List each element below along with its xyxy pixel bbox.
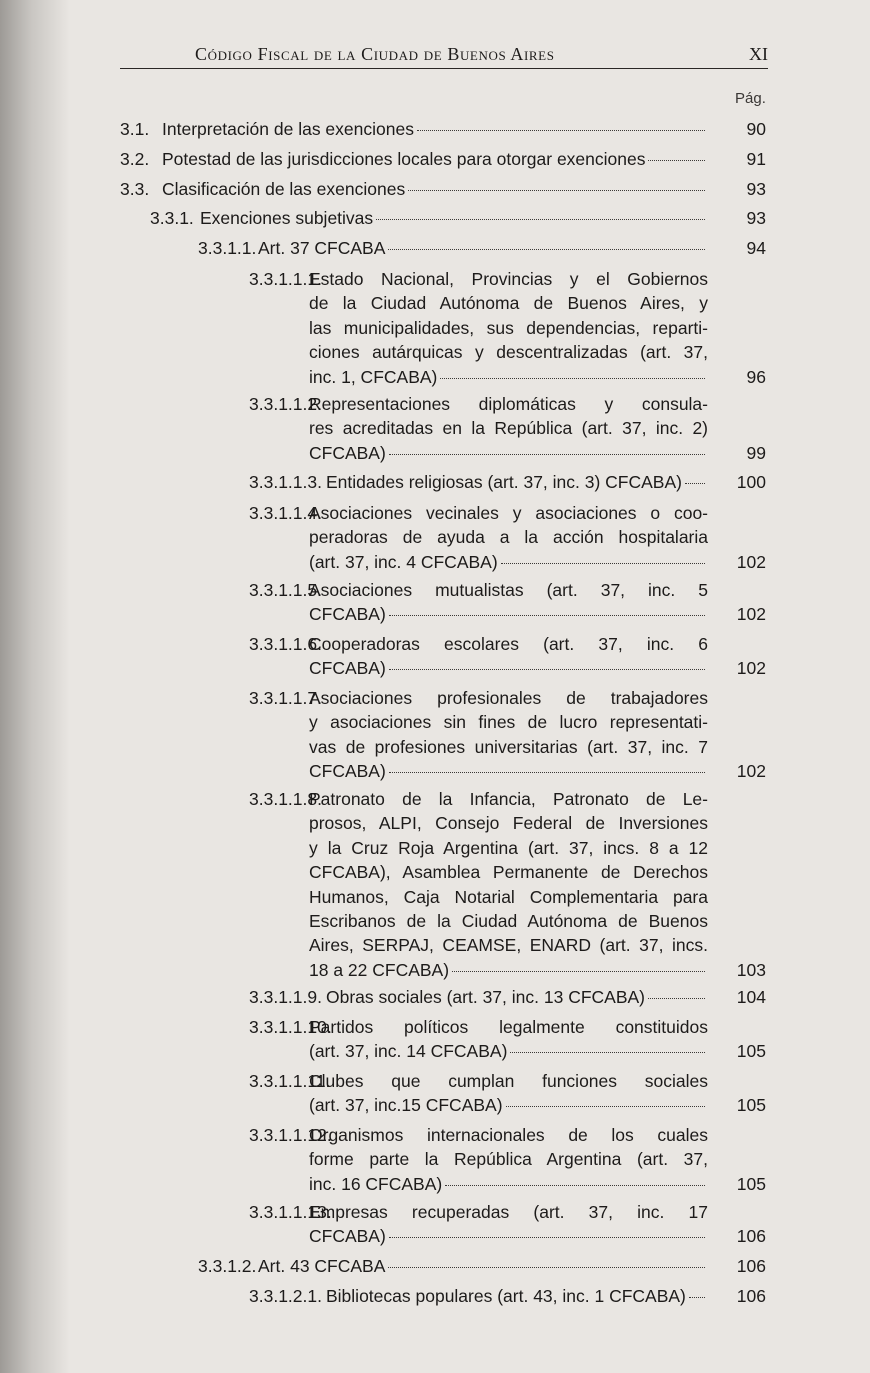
page-column-label: Pág. xyxy=(735,90,766,107)
toc-entry-title-line: CFCABA) xyxy=(309,761,386,782)
dot-leader xyxy=(389,669,705,670)
toc-entry-title-line: inc. 16 CFCABA) xyxy=(309,1173,443,1194)
toc-entry-title-line: Partidos políticos legalmente constituidos xyxy=(309,1017,708,1037)
toc-page-number: 94 xyxy=(746,238,766,258)
toc-entry-title-line: Clasificación de las exenciones xyxy=(162,179,406,199)
toc-entry-title-line: Obras sociales (art. 37, inc. 13 CFCABA) xyxy=(326,987,645,1007)
toc-entry-number: 3.3.1. xyxy=(150,208,194,228)
toc-entry-number: 3.1. xyxy=(120,119,150,139)
toc-page-number: 102 xyxy=(736,658,766,679)
toc-entry-title-line: Exenciones subjetivas xyxy=(200,208,374,228)
toc-page-number: 102 xyxy=(736,604,766,625)
toc-page-number: 102 xyxy=(736,551,766,572)
toc-entry-title-line: Cooperadoras escolares (art. 37, inc. 6 xyxy=(309,634,708,654)
toc-entry-title-line: Escribanos de la Ciudad Autónoma de Buenos xyxy=(309,911,708,932)
toc-page-number: 104 xyxy=(736,987,766,1007)
dot-leader xyxy=(408,190,705,191)
dot-leader xyxy=(389,772,705,773)
toc-entry-title-line: Estado Nacional, Provincias y el Gobiernos xyxy=(309,269,708,289)
toc-page-number: 100 xyxy=(736,472,766,492)
dot-leader xyxy=(389,454,705,455)
toc-entry-title-line: res acreditadas en la República (art. 37, inc. 2) xyxy=(309,418,708,439)
dot-leader xyxy=(445,1185,705,1186)
toc-entry-title-line: CFCABA) xyxy=(309,658,386,679)
toc-entry-number: 3.3.1.1.10. xyxy=(249,1017,332,1037)
toc-entry-title-line: CFCABA) xyxy=(309,604,386,625)
dot-leader xyxy=(648,998,705,999)
toc-entry-title-line: Clubes que cumplan funciones sociales xyxy=(309,1071,708,1091)
page-binding-shadow xyxy=(0,0,70,1373)
toc-entry-title-line: (art. 37, inc.15 CFCABA) xyxy=(309,1095,503,1116)
toc-entry-number: 3.3.1.1.7. xyxy=(249,688,322,708)
toc-entry-title-line: Asociaciones profesionales de trabajadores xyxy=(309,688,708,708)
toc-entry-title-line: prosos, ALPI, Consejo Federal de Inversiones xyxy=(309,813,708,834)
dot-leader xyxy=(376,219,705,220)
header-title: Código Fiscal de la Ciudad de Buenos Aires xyxy=(195,44,555,64)
toc-page-number: 105 xyxy=(736,1095,766,1116)
toc-entry-title-line: y la Cruz Roja Argentina (art. 37, incs. 8 a 12 xyxy=(309,837,708,858)
toc-entry-title-line: 18 a 22 CFCABA) xyxy=(309,959,450,980)
dot-leader xyxy=(648,160,705,161)
toc-entry-title-line: Potestad de las jurisdicciones locales para otorgar exenciones xyxy=(162,149,646,169)
dot-leader xyxy=(388,249,705,250)
toc-entry-number: 3.3.1.1.9. xyxy=(249,987,322,1007)
toc-entry-title-line: CFCABA) xyxy=(309,1226,386,1247)
dot-leader xyxy=(389,1237,705,1238)
toc-entry-title-line: CFCABA), Asamblea Permanente de Derechos xyxy=(309,862,708,883)
dot-leader xyxy=(388,1267,705,1268)
toc-entry-title-line: Empresas recuperadas (art. 37, inc. 17 xyxy=(309,1202,708,1222)
toc-entry-title-line: (art. 37, inc. 14 CFCABA) xyxy=(309,1041,508,1062)
dot-leader xyxy=(685,483,705,484)
toc-entry-number: 3.3.1.2. xyxy=(198,1256,257,1276)
toc-entry-number: 3.3.1.1.12. xyxy=(249,1125,332,1145)
toc-entry-title-line: ciones autárquicas y descentralizadas (art. 37, xyxy=(309,342,708,363)
dot-leader xyxy=(452,971,705,972)
toc-entry-number: 3.3.1.1.3. xyxy=(249,472,322,492)
toc-entry-title-line: forme parte la República Argentina (art. 37, xyxy=(309,1149,708,1170)
toc-entry-number: 3.3.1.1.4. xyxy=(249,503,322,523)
toc-entry-title-line: Art. 37 CFCABA xyxy=(258,238,386,258)
toc-page-number: 91 xyxy=(746,149,766,169)
toc-page-number: 93 xyxy=(746,179,766,199)
toc-entry-number: 3.2. xyxy=(120,149,150,169)
dot-leader xyxy=(389,615,705,616)
dot-leader xyxy=(689,1297,705,1298)
toc-entry-number: 3.3.1.1.6. xyxy=(249,634,322,654)
dot-leader xyxy=(501,563,705,564)
toc-entry-number: 3.3.1.1.13. xyxy=(249,1202,332,1222)
toc-entry-title-line: y asociaciones sin fines de lucro representati- xyxy=(309,712,708,733)
toc-entry-title-line: Asociaciones vecinales y asociaciones o coo- xyxy=(309,503,708,523)
toc-entry-title-line: las municipalidades, sus dependencias, reparti- xyxy=(309,317,708,338)
toc-entry-title-line: Aires, SERPAJ, CEAMSE, ENARD (art. 37, incs. xyxy=(309,935,708,956)
toc-entry-title-line: inc. 1, CFCABA) xyxy=(309,366,438,387)
toc-entry-title-line: peradoras de ayuda a la acción hospitalaria xyxy=(309,527,708,548)
dot-leader xyxy=(506,1106,705,1107)
dot-leader xyxy=(510,1052,705,1053)
toc-page-number: 106 xyxy=(736,1256,766,1276)
toc-entry-number: 3.3.1.1.1. xyxy=(249,269,322,289)
toc-entry-title-line: Interpretación de las exenciones xyxy=(162,119,414,139)
toc-entry-title-line: de la Ciudad Autónoma de Buenos Aires, y xyxy=(309,293,708,314)
toc-entry-number: 3.3.1.1. xyxy=(198,238,257,258)
running-header xyxy=(120,40,768,69)
toc-entry-number: 3.3.1.1.2. xyxy=(249,394,322,414)
dot-leader xyxy=(440,378,705,379)
toc-entry-title-line: Organismos internacionales de los cuales xyxy=(309,1125,708,1145)
toc-entry-title-line: Art. 43 CFCABA xyxy=(258,1256,386,1276)
toc-entry-title-line: Bibliotecas populares (art. 43, inc. 1 CFCABA) xyxy=(326,1286,686,1306)
toc-entry-title-line: Asociaciones mutualistas (art. 37, inc. 5 xyxy=(309,580,708,600)
toc-page-number: 93 xyxy=(746,208,766,228)
toc-entry-title-line: CFCABA) xyxy=(309,442,386,463)
toc-entry-title-line: Entidades religiosas (art. 37, inc. 3) CFCABA) xyxy=(326,472,682,492)
toc-page-number: 103 xyxy=(736,959,766,980)
toc-page-number: 106 xyxy=(736,1226,766,1247)
toc-entry-title-line: Representaciones diplomáticas y consula- xyxy=(309,394,708,414)
toc-entry-title-line: vas de profesiones universitarias (art. 37, inc. 7 xyxy=(309,736,708,757)
toc-entry-title-line: (art. 37, inc. 4 CFCABA) xyxy=(309,551,498,572)
header-page-number: XI xyxy=(749,44,768,64)
toc-entry-number: 3.3.1.1.8. xyxy=(249,789,322,809)
dot-leader xyxy=(417,130,705,131)
toc-page-number: 102 xyxy=(736,761,766,782)
toc-entry-number: 3.3. xyxy=(120,179,150,199)
toc-page-number: 105 xyxy=(736,1173,766,1194)
toc-entry-title-line: Patronato de la Infancia, Patronato de Le- xyxy=(309,789,708,809)
toc-entry-number: 3.3.1.1.11. xyxy=(249,1071,331,1091)
toc-page-number: 105 xyxy=(736,1041,766,1062)
toc-page-number: 106 xyxy=(736,1286,766,1306)
toc-entry-title-line: Humanos, Caja Notarial Complementaria para xyxy=(309,886,708,907)
toc-entry-number: 3.3.1.2.1. xyxy=(249,1286,322,1306)
toc-page-number: 90 xyxy=(746,119,766,139)
toc-page-number: 96 xyxy=(746,366,766,387)
toc-page-number: 99 xyxy=(746,442,766,463)
toc-entry-number: 3.3.1.1.5. xyxy=(249,580,322,600)
